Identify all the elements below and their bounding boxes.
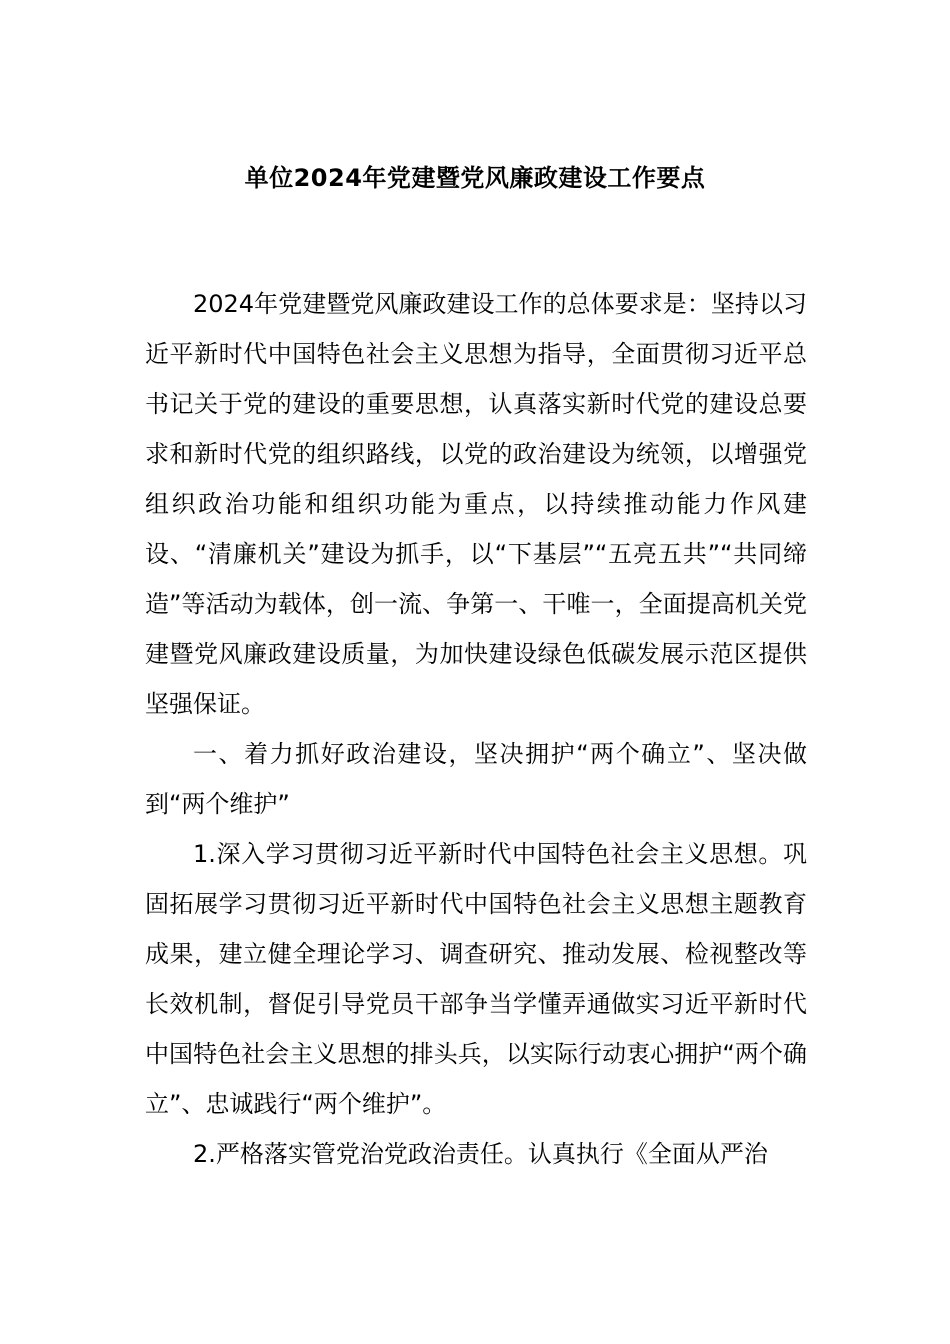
paragraph-item-1: 1.深入学习贯彻习近平新时代中国特色社会主义思想。巩固拓展学习贯彻习近平新时代中国特色社会主义思想主题教育成果，建立健全理论学习、调查研究、推动发展、检视整改等长效机制，督促引导党员干部争当学懂弄通做实习近平新时代中国特色社会主义思想的排头兵，以实际行动衷心拥护“两个确立”、忠诚践行“两个维护”。 [145, 840, 807, 1118]
document-title: 单位2024年党建暨党风廉政建设工作要点 [244, 164, 706, 192]
document-body [145, 279, 807, 1179]
paragraph-general-requirements: 2024年党建暨党风廉政建设工作的总体要求是：坚持以习近平新时代中国特色社会主义思想为指导，全面贯彻习近平总书记关于党的建设的重要思想，认真落实新时代党的建设总要求和新时代党的组织路线，以党的政治建设为统领，以增强党组织政治功能和组织功能为重点，以持续推动能力作风建设、“清廉机关”建设为抓手，以“下基层”“五亮五共”“共同缔造”等活动为载体，创一流、争第一、干唯一，全面提高机关党建暨党风廉政建设质量，为加快建设绿色低碳发展示范区提供坚强保证。 [145, 290, 807, 718]
paragraph-item-2: 2.严格落实管党治党政治责任。认真执行《全面从严治 [193, 1140, 768, 1168]
section-heading-political-construction: 一、着力抓好政治建设，坚决拥护“两个确立”、坚决做到“两个维护” [145, 740, 807, 818]
